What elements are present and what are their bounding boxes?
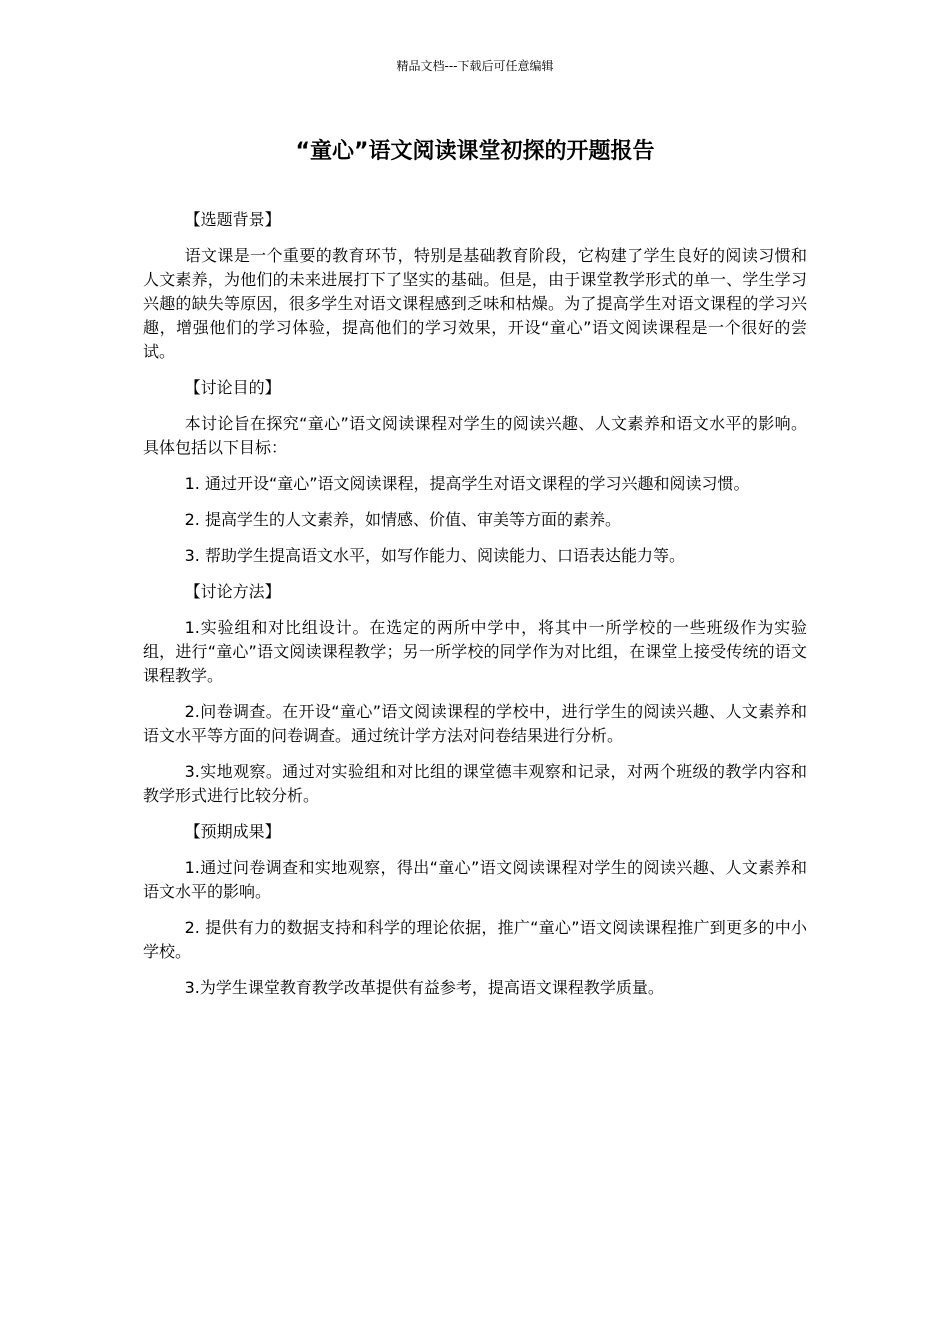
section-methods (143, 580, 807, 808)
section-heading: 【讨论方法】 (184, 582, 281, 601)
page-header: 精品文档---下载后可任意编辑 (396, 59, 554, 73)
document-title: “童心”语文阅读课堂初探的开题报告 (295, 139, 655, 164)
list-item: 1.通过问卷调查和实地观察，得出“童心”语文阅读课程对学生的阅读兴趣、人文素养和语文水平的影响。 (143, 858, 807, 901)
section-background (143, 208, 807, 364)
list-item: 2. 提供有力的数据支持和科学的理论依据，推广“童心”语文阅读课程推广到更多的中小学校。 (143, 918, 807, 961)
list-item: 3. 帮助学生提高语文水平，如写作能力、阅读能力、口语表达能力等。 (184, 546, 685, 565)
list-item: 1.实验组和对比组设计。在选定的两所中学中，将其中一所学校的一些班级作为实验组，进行“童心”语文阅读课程教学；另一所学校的同学作为对比组，在课堂上接受传统的语文课程教学。 (143, 618, 807, 685)
document-body (143, 208, 807, 1012)
section-purpose (143, 376, 807, 568)
section-expected-results (143, 820, 807, 1000)
paragraph: 本讨论旨在探究“童心”语文阅读课程对学生的阅读兴趣、人文素养和语文水平的影响。具体包括以下目标： (143, 414, 807, 457)
list-item: 1. 通过开设“童心”语文阅读课程，提高学生对语文课程的学习兴趣和阅读习惯。 (184, 474, 750, 493)
section-heading: 【讨论目的】 (184, 378, 281, 397)
list-item: 3.实地观察。通过对实验组和对比组的课堂德丰观察和记录，对两个班级的教学内容和教学形式进行比较分析。 (143, 762, 807, 805)
list-item: 3.为学生课堂教育教学改革提供有益参考，提高语文课程教学质量。 (184, 978, 664, 997)
list-item: 2.问卷调查。在开设“童心”语文阅读课程的学校中，进行学生的阅读兴趣、人文素养和语文水平等方面的问卷调查。通过统计学方法对问卷结果进行分析。 (143, 702, 807, 745)
list-item: 2. 提高学生的人文素养，如情感、价值、审美等方面的素养。 (184, 510, 621, 529)
section-heading: 【选题背景】 (184, 210, 281, 229)
paragraph: 语文课是一个重要的教育环节，特别是基础教育阶段，它构建了学生良好的阅读习惯和人文素养，为他们的未来进展打下了坚实的基础。但是，由于课堂教学形式的单一、学生学习兴趣的缺失等原因，很多学生对语文课程感到乏味和枯燥。为了提高学生对语文课程的学习兴趣，增强他们的学习体验，提高他们的学习效果，开设“童心”语文阅读课程是一个很好的尝试。 (143, 246, 807, 361)
section-heading: 【预期成果】 (184, 822, 281, 841)
